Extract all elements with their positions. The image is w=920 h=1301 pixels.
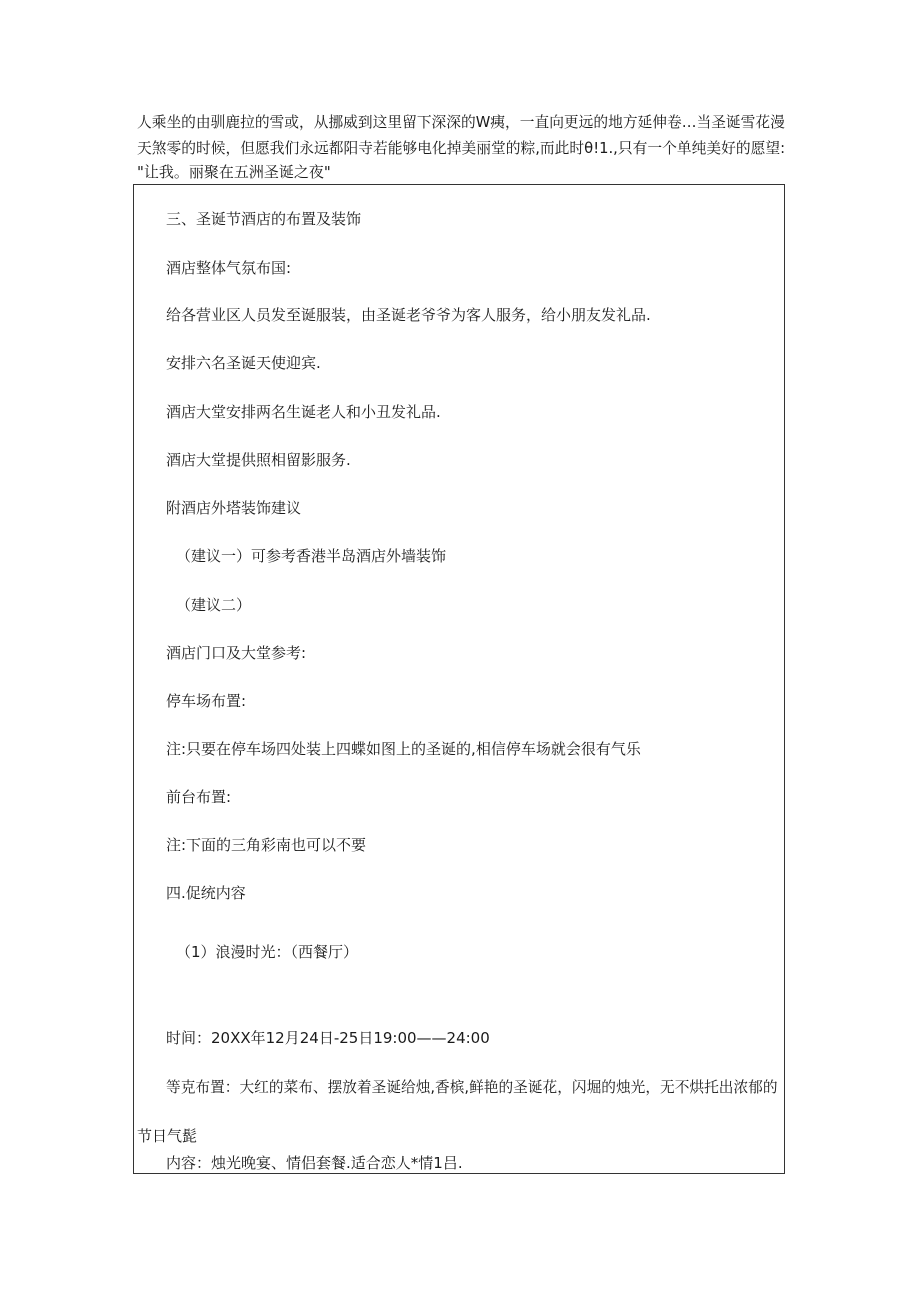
atmosphere-item-3: 酒店大堂安排两名生诞老人和小丑发礼品. bbox=[166, 403, 441, 421]
suggestion-2: （建议二） bbox=[176, 596, 252, 614]
atmosphere-item-1: 给各营业区人员发至诞服装，由圣诞老爷爷为客人服务，给小朋友发礼品. bbox=[166, 306, 651, 324]
atmosphere-item-4: 酒店大堂提供照相留影服务. bbox=[166, 451, 351, 469]
lobby-reference: 酒店门口及大堂参考: bbox=[166, 644, 307, 662]
atmosphere-item-2: 安排六名圣诞天使迎宾. bbox=[166, 354, 321, 372]
intro-line-1: 人乘坐的由驯鹿拉的雪或，从挪威到这里留下深深的W痍，一直向更远的地方延伸卷…当圣诞雪花漫 bbox=[137, 113, 785, 131]
section-4-heading: 四.促统内容 bbox=[166, 884, 246, 902]
content-table-frame bbox=[133, 184, 785, 1174]
parking-note: 注:只要在停车场四处装上四蝶如图上的圣诞的,相信停车场就会很有气乐 bbox=[166, 740, 641, 758]
promo-content: 内容：烛光晚宴、情侣套餐.适合恋人*情1吕. bbox=[166, 1154, 463, 1172]
atmosphere-title: 酒店整体气氛布国: bbox=[166, 259, 292, 277]
front-desk-title: 前台布置: bbox=[166, 788, 232, 806]
parking-title: 停车场布置: bbox=[166, 692, 247, 710]
promo-time: 时间：20XX年12月24日-25日19:00——24:00 bbox=[166, 1029, 490, 1047]
intro-line-2: 天煞零的时候，但愿我们永远都阳寺若能够电化掉美丽堂的粽,而此时θ!1.,只有一个单纯美好的愿望: bbox=[137, 139, 786, 157]
promo-decor-line-1: 等克布置：大红的菜布、摆放着圣诞给烛,香槟,鲜艳的圣诞花，闪堀的烛光，无不烘托出浓郁的 bbox=[166, 1078, 778, 1096]
promo-decor-line-2: 节日气髭 bbox=[137, 1127, 198, 1145]
suggestion-1: （建议一）可参考香港半岛酒店外墙装饰 bbox=[176, 547, 447, 565]
promo-item-1: （1）浪漫时光：（西餐厅） bbox=[176, 943, 359, 961]
intro-line-3: "让我。丽聚在五洲圣诞之夜" bbox=[137, 163, 331, 181]
section-3-heading: 三、圣诞节酒店的布置及装饰 bbox=[166, 210, 362, 228]
front-desk-note: 注:下面的三角彩南也可以不要 bbox=[166, 836, 367, 854]
exterior-title: 附酒店外塔装饰建议 bbox=[166, 499, 302, 517]
